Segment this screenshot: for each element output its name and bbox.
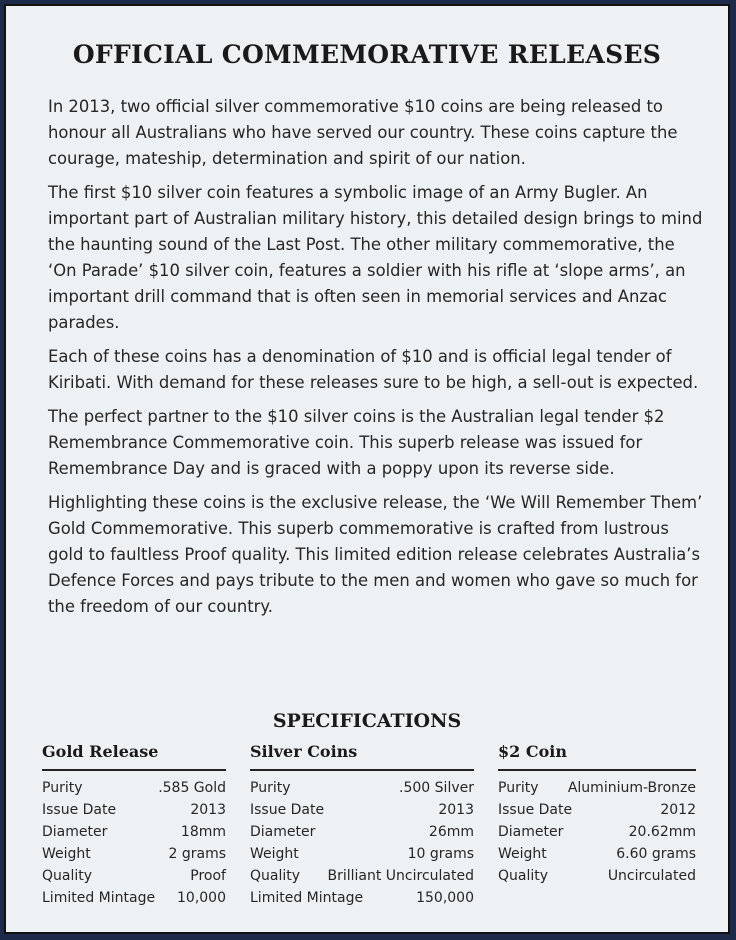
- spec-label: Issue Date: [498, 802, 573, 818]
- spec-row: [42, 865, 226, 887]
- spec-row: [498, 865, 696, 887]
- paragraph: Each of these coins has a denomination of $10 and is official legal tender of Kiribati. With demand for these releases sure to be high, a sell-out is expected.: [48, 347, 699, 392]
- spec-value: Brilliant Uncirculated: [327, 868, 474, 884]
- spec-value: Aluminium-Bronze: [567, 780, 696, 796]
- spec-label: Purity: [498, 780, 539, 796]
- spec-label: Limited Mintage: [250, 890, 364, 906]
- paragraph: The perfect partner to the $10 silver coins is the Australian legal tender $2 Remembrance Commemorative coin. This superb release was issued for Remembrance Day and is graced with a poppy upon its reverse side.: [48, 407, 665, 478]
- spec-row: [42, 821, 226, 843]
- spec-row: [250, 799, 474, 821]
- paragraph: The first $10 silver coin features a symbolic image of an Army Bugler. An important part of Australian military history, this detailed design brings to mind the haunting sound of the Last Post. The other military commemorative, the ‘On Parade’ $10 silver coin, features a soldier with his rifle at ‘slope arms’, an important drill command that is often seen in memorial services and Anzac parades.: [48, 183, 703, 332]
- spec-row: [498, 821, 696, 843]
- spec-value: 2012: [660, 802, 696, 818]
- spec-value: 18mm: [180, 824, 226, 840]
- spec-label: Issue Date: [42, 802, 117, 818]
- spec-label: Purity: [42, 780, 83, 796]
- two-dollar-coin-column: [498, 742, 696, 887]
- spec-value: 2013: [438, 802, 474, 818]
- spec-value: 10,000: [177, 890, 226, 906]
- spec-label: Purity: [250, 780, 291, 796]
- spec-label: Quality: [498, 868, 549, 884]
- spec-value: 2 grams: [168, 846, 226, 862]
- gold-release-column: [42, 742, 226, 909]
- page-title: OFFICIAL COMMEMORATIVE RELEASES: [72, 40, 662, 69]
- specifications-heading: SPECIFICATIONS: [272, 710, 462, 732]
- spec-value: 26mm: [428, 824, 474, 840]
- gold-release-heading: Gold Release: [42, 742, 226, 771]
- spec-row: [250, 821, 474, 843]
- spec-row: [498, 777, 696, 799]
- spec-row: [250, 777, 474, 799]
- spec-label: Quality: [42, 868, 93, 884]
- spec-value: .500 Silver: [399, 780, 474, 796]
- paragraph: Highlighting these coins is the exclusive release, the ‘We Will Remember Them’ Gold Commemorative. This superb commemorative is crafted from lustrous gold to faultless Proof quality. This limited edition release celebrates Australia’s Defence Forces and pays tribute to the men and women who gave so much for the freedom of our country.: [48, 493, 703, 616]
- spec-value: 20.62mm: [628, 824, 696, 840]
- spec-value: 6.60 grams: [616, 846, 696, 862]
- spec-label: Diameter: [250, 824, 316, 840]
- body-text: [48, 94, 708, 628]
- spec-value: 10 grams: [407, 846, 474, 862]
- spec-label: Weight: [42, 846, 91, 862]
- spec-row: [250, 843, 474, 865]
- document-card: [4, 4, 730, 934]
- silver-coins-column: [250, 742, 474, 909]
- spec-value: Uncirculated: [607, 868, 696, 884]
- spec-row: [498, 799, 696, 821]
- paragraph: In 2013, two official silver commemorative $10 coins are being released to honour all Australians who have served our country. These coins capture the courage, mateship, determination and spirit of our nation.: [48, 97, 678, 168]
- spec-value: 150,000: [416, 890, 474, 906]
- spec-row: [250, 865, 474, 887]
- spec-label: Weight: [250, 846, 299, 862]
- spec-label: Diameter: [42, 824, 108, 840]
- spec-row: [42, 799, 226, 821]
- spec-value: 2013: [190, 802, 226, 818]
- spec-label: Limited Mintage: [42, 890, 156, 906]
- spec-label: Diameter: [498, 824, 564, 840]
- spec-label: Weight: [498, 846, 547, 862]
- spec-label: Issue Date: [250, 802, 325, 818]
- spec-value: Proof: [190, 868, 226, 884]
- spec-row: [250, 887, 474, 909]
- spec-label: Quality: [250, 868, 301, 884]
- two-dollar-coin-heading: $2 Coin: [498, 742, 696, 771]
- silver-coins-heading: Silver Coins: [250, 742, 474, 771]
- spec-row: [42, 777, 226, 799]
- spec-value: .585 Gold: [158, 780, 226, 796]
- spec-row: [42, 887, 226, 909]
- spec-row: [42, 843, 226, 865]
- spec-row: [498, 843, 696, 865]
